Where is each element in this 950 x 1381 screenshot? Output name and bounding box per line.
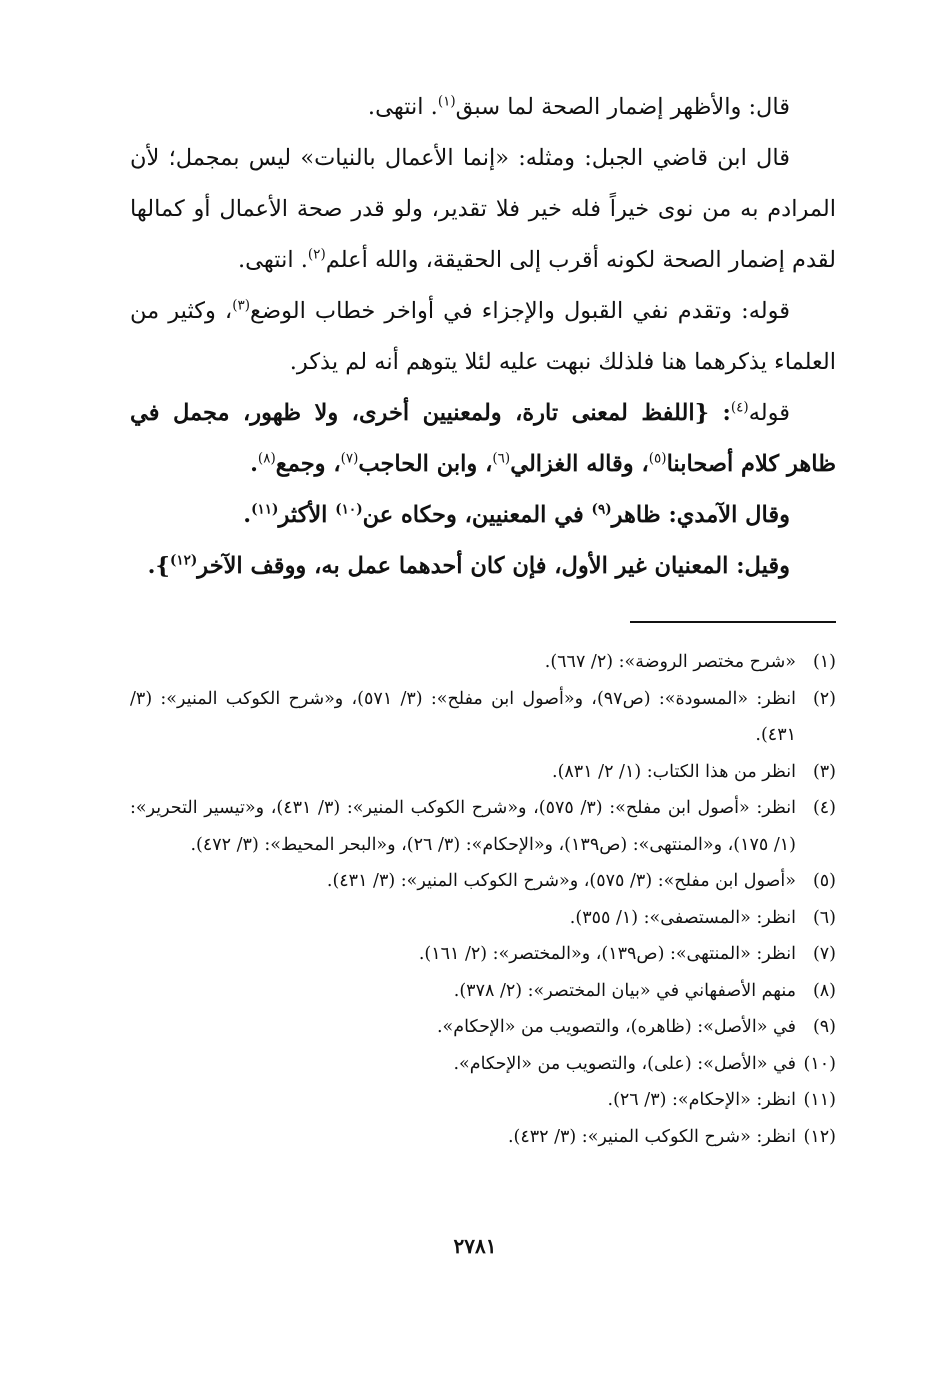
footnote-ref: (١) (437, 93, 456, 110)
footnote-ref: (١٠) (335, 501, 363, 518)
footnote-separator (630, 621, 836, 623)
footnote-text: انظر: «المستصفى»: (١/ ٣٥٥). (569, 907, 796, 928)
paragraph-3: قوله: وتقدم نفي القبول والإجزاء في أواخر خطاب الوضع$^{(٣)}$، وكثير من العلماء يذكرهما هنا فلذلك نبهت عليه لئلا يتوهم أنه لم يذكر. (130, 297, 836, 375)
footnote-item (130, 1119, 836, 1156)
footnote-text: «أصول ابن مفلح»: (٣/ ٥٧٥)، و«شرح الكوكب المنير»: (٣/ ٤٣١). (326, 871, 796, 891)
footnote-ref: (٣) (232, 297, 251, 314)
footnote-ref: (٦) (492, 450, 511, 467)
footnote-number: (٤) (812, 798, 836, 818)
footnote-item (130, 1082, 836, 1119)
footnote-text: انظر: «المنتهى»: (ص١٣٩)، و«المختصر»: (٢/ ١٦١). (418, 944, 796, 964)
footnote-ref: (٩) (591, 501, 612, 518)
paragraph-4: قوله$^{(٤)}$: {اللفظ لمعنى تارة، ولمعنيين أخرى، ولا ظهور، مجمل في ظاهر كلام أصحابنا$^{(٥)}$، وقاله الغزالي$^{(٦)}$، وابن الحاجب$^{(٧)}$، وجمع$^{(٨)}$. (130, 399, 836, 477)
paragraph-1: قال: والأظهر إضمار الصحة لما سبق$^{(١)}$. انتهى. (367, 93, 790, 120)
footnote-item (130, 790, 836, 863)
footnote-text: منهم الأصفهاني في «بيان المختصر»: (٢/ ٣٧٨). (453, 980, 796, 1001)
paragraph-6: وقيل: المعنيان غير الأول، فإن كان أحدهما عمل به، ووقف الآخر$^{(١٢)}$}. (147, 552, 790, 579)
footnote-number: (١) (812, 652, 836, 672)
paragraph-2: قال ابن قاضي الجبل: ومثله: «إنما الأعمال بالنيات» ليس بمجمل؛ لأن المرادم به من نوى خيراً فله خير فلا تقدير، ولو قدر صحة الأعمال أو كمالها لقدم إضمار الصحة لكونه أقرب إلى الحقيقة، والله أعلم$^{(٢)}$. انتهى. (130, 145, 836, 273)
footnotes (130, 644, 836, 1155)
footnote-number: (٩) (812, 1017, 836, 1037)
footnote-number: (٨) (812, 980, 836, 1001)
footnote-ref: (٥) (648, 450, 667, 467)
footnote-item (130, 644, 836, 681)
footnote-item (130, 973, 836, 1010)
footnote-number: (١٢) (803, 1126, 836, 1147)
footnote-item (130, 863, 836, 900)
footnote-item (130, 1046, 836, 1083)
footnote-ref: (١٢) (169, 552, 198, 569)
footnote-number: (١٠) (803, 1053, 836, 1074)
footnote-ref: (٧) (340, 450, 359, 467)
footnote-item (130, 754, 836, 791)
footnote-ref: (٢) (307, 246, 326, 263)
footnote-text: في «الأصل»: (على)، والتصويب من «الإحكام». (453, 1053, 796, 1074)
footnote-item (130, 936, 836, 973)
footnote-text: انظر: «أصول ابن مفلح»: (٣/ ٥٧٥)، و«شرح الكوكب المنير»: (٣/ ٤٣١)، و«تيسير التحرير»: (١/ ١٧٥)، و«المنتهى»: (ص١٣٩)، و«الإحكام»: (٣/ ٢٦)، و«البحر المحيط»: (٣/ ٤٧٢). (130, 798, 797, 855)
footnote-item (130, 1009, 836, 1046)
footnote-number: (٣) (812, 761, 836, 782)
footnote-text: انظر من هذا الكتاب: (١/ ٢/ ٨٣١). (552, 761, 796, 782)
footnote-text: انظر: «المسودة»: (ص٩٧)، و«أصول ابن مفلح»: (٣/ ٥٧١)، و«شرح الكوكب المنير»: (٣/ ٤٣١). (130, 688, 796, 745)
footnote-ref: (٤) (730, 399, 749, 416)
main-text (130, 82, 836, 592)
footnote-number: (٥) (812, 871, 836, 891)
paragraph-5: وقال الآمدي: ظاهر$^{(٩)}$ في المعنيين، وحكاه عن$^{(١٠)}$ الأكثر$^{(١١)}$. (243, 501, 790, 528)
footnote-number: (٧) (812, 944, 836, 964)
page-number: ٢٧٨١ (453, 1234, 497, 1258)
footnote-number: (١١) (803, 1090, 836, 1110)
footnote-number: (٢) (812, 688, 836, 709)
footnote-number: (٦) (812, 907, 836, 928)
footnote-ref: (١١) (251, 501, 279, 518)
footnote-item (130, 681, 836, 754)
footnote-ref: (٨) (257, 450, 276, 467)
footnote-text: انظر: «الإحكام»: (٣/ ٢٦). (607, 1090, 796, 1110)
footnote-text: «شرح مختصر الروضة»: (٢/ ٦٦٧). (544, 652, 796, 672)
footnote-item (130, 900, 836, 937)
footnote-text: انظر: «شرح الكوكب المنير»: (٣/ ٤٣٢). (507, 1126, 796, 1147)
footnote-text: في «الأصل»: (ظاهره)، والتصويب من «الإحكام». (436, 1017, 796, 1037)
scan-mark (140, 0, 146, 1)
